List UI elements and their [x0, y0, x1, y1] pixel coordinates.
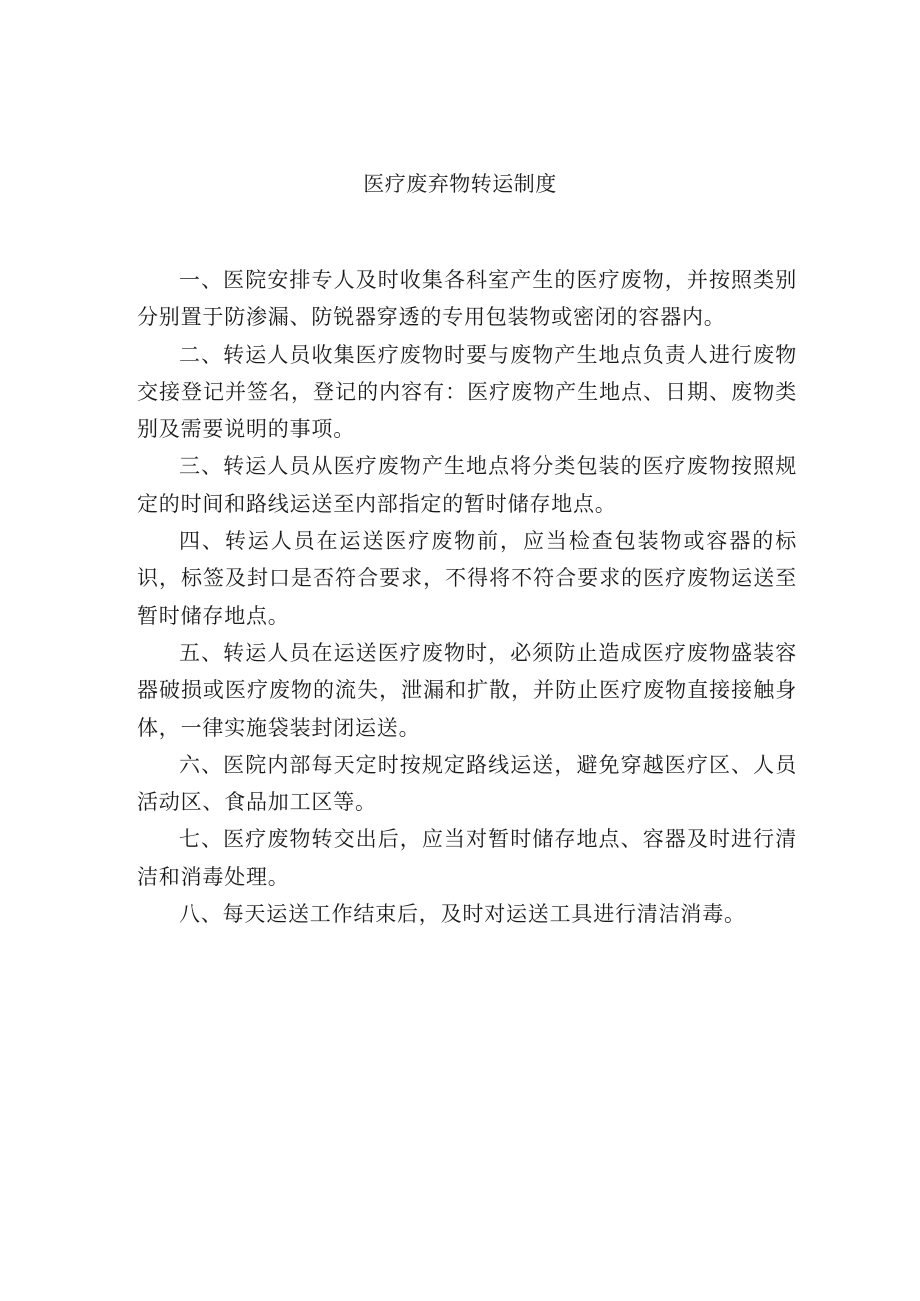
paragraph-8: 八、每天运送工作结束后，及时对运送工具进行清洁消毒。 — [179, 902, 746, 927]
paragraph-5: 五、转运人员在运送医疗废物时，必须防止造成医疗废物盛装容器破损或医疗废物的流失，泄漏和扩散，并防止医疗废物直接接触身体，一律实施袋装封闭运送。 — [137, 640, 797, 740]
document-body — [137, 262, 797, 933]
paragraph-1: 一、医院安排专人及时收集各科室产生的医疗废物，并按照类别分别置于防渗漏、防锐器穿透的专用包装物或密闭的容器内。 — [137, 268, 797, 330]
paragraph-6: 六、医院内部每天定时按规定路线运送，避免穿越医疗区、人员活动区、食品加工区等。 — [137, 752, 797, 815]
document-title: 医疗废弃物转运制度 — [363, 172, 557, 196]
paragraph-7: 七、医疗废物转交出后，应当对暂时储存地点、容器及时进行清洁和消毒处理。 — [137, 827, 797, 889]
paragraph-2: 二、转运人员收集医疗废物时要与废物产生地点负责人进行废物交接登记并签名，登记的内容有：医疗废物产生地点、日期、废物类别及需要说明的事项。 — [137, 342, 797, 442]
paragraph-4: 四、转运人员在运送医疗废物前，应当检查包装物或容器的标识，标签及封口是否符合要求，不得将不符合要求的医疗废物运送至暂时储存地点。 — [137, 529, 797, 628]
paragraph-3: 三、转运人员从医疗废物产生地点将分类包装的医疗废物按照规定的时间和路线运送至内部指定的暂时储存地点。 — [137, 454, 797, 516]
